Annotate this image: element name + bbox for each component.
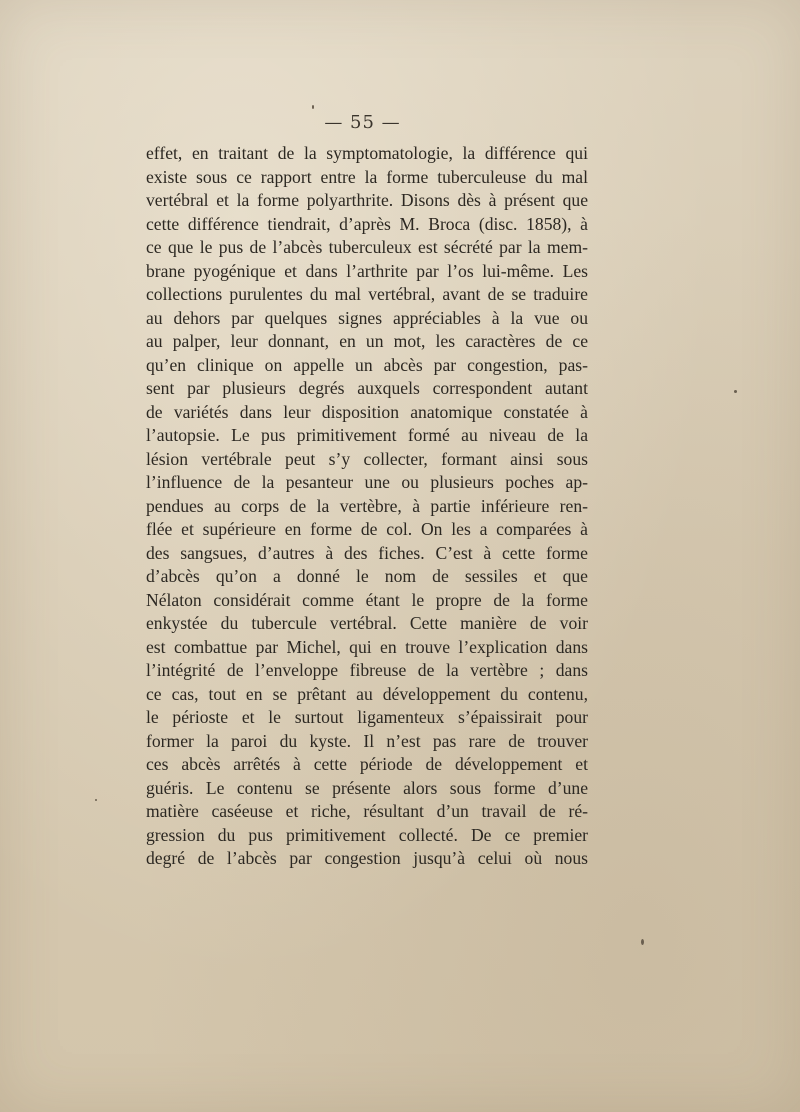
text-line: former la paroi du kyste. Il n’est pas rare de trouver bbox=[146, 730, 588, 751]
text-line: existe sous ce rapport entre la forme tuberculeuse du mal bbox=[146, 166, 588, 187]
text-line: cette différence tiendrait, d’après M. Broca (disc. 1858), à bbox=[146, 213, 588, 234]
text-line: de variétés dans leur disposition anatomique constatée à bbox=[146, 401, 588, 422]
text-line: ce que le pus de l’abcès tuberculeux est sécrété par la mem- bbox=[146, 237, 588, 257]
text-line: pendues au corps de la vertèbre, à partie inférieure ren- bbox=[146, 495, 588, 516]
text-line: l’autopsie. Le pus primitivement formé au niveau de la bbox=[146, 425, 588, 445]
text-line: ce cas, tout en se prêtant au développement du contenu, bbox=[146, 683, 588, 704]
text-line: brane pyogénique et dans l’arthrite par l’os lui-même. Les bbox=[146, 260, 588, 281]
text-line: sent par plusieurs degrés auxquels correspondent autant bbox=[146, 378, 588, 398]
text-line: d’abcès qu’on a donné le nom de sessiles et que bbox=[146, 566, 588, 586]
text-line: Nélaton considérait comme étant le propre de la forme bbox=[146, 589, 588, 610]
text-line: l’intégrité de l’enveloppe fibreuse de la vertèbre ; dans bbox=[146, 660, 588, 680]
text-line: gression du pus primitivement collecté. De ce premier bbox=[146, 824, 588, 845]
text-line: l’influence de la pesanteur une ou plusieurs poches ap- bbox=[146, 472, 588, 492]
paper-speck bbox=[734, 390, 737, 393]
paper-speck bbox=[641, 939, 644, 945]
text-line: effet, en traitant de la symptomatologie, la différence qui bbox=[146, 143, 588, 163]
text-line: matière caséeuse et riche, résultant d’un travail de ré- bbox=[146, 801, 588, 821]
text-line: qu’en clinique on appelle un abcès par congestion, pas- bbox=[146, 354, 588, 375]
text-line: est combattue par Michel, qui en trouve l’explication dans bbox=[146, 636, 588, 657]
text-line: lésion vertébrale peut s’y collecter, formant ainsi sous bbox=[146, 448, 588, 469]
text-line: des sangsues, d’autres à des fiches. C’est à cette forme bbox=[146, 542, 588, 563]
paper-speck bbox=[312, 105, 314, 109]
text-line: vertébral et la forme polyarthrite. Disons dès à présent que bbox=[146, 190, 588, 210]
text-line: collections purulentes du mal vertébral, avant de se traduire bbox=[146, 284, 588, 304]
text-line: degré de l’abcès par congestion jusqu’à celui où nous bbox=[146, 848, 588, 868]
paper-speck bbox=[95, 799, 97, 801]
body-text bbox=[146, 142, 588, 871]
text-line: au dehors par quelques signes appréciables à la vue ou bbox=[146, 307, 588, 328]
text-line: flée et supérieure en forme de col. On les a comparées à bbox=[146, 519, 588, 539]
text-line: au palper, leur donnant, en un mot, les caractères de ce bbox=[146, 331, 588, 351]
page-number: — 55 — bbox=[324, 112, 401, 133]
text-line: guéris. Le contenu se présente alors sous forme d’une bbox=[146, 777, 588, 798]
text-line: ces abcès arrêtés à cette période de développement et bbox=[146, 754, 588, 774]
text-line: enkystée du tubercule vertébral. Cette manière de voir bbox=[146, 613, 588, 633]
text-line: le périoste et le surtout ligamenteux s’épaissirait pour bbox=[146, 707, 588, 727]
